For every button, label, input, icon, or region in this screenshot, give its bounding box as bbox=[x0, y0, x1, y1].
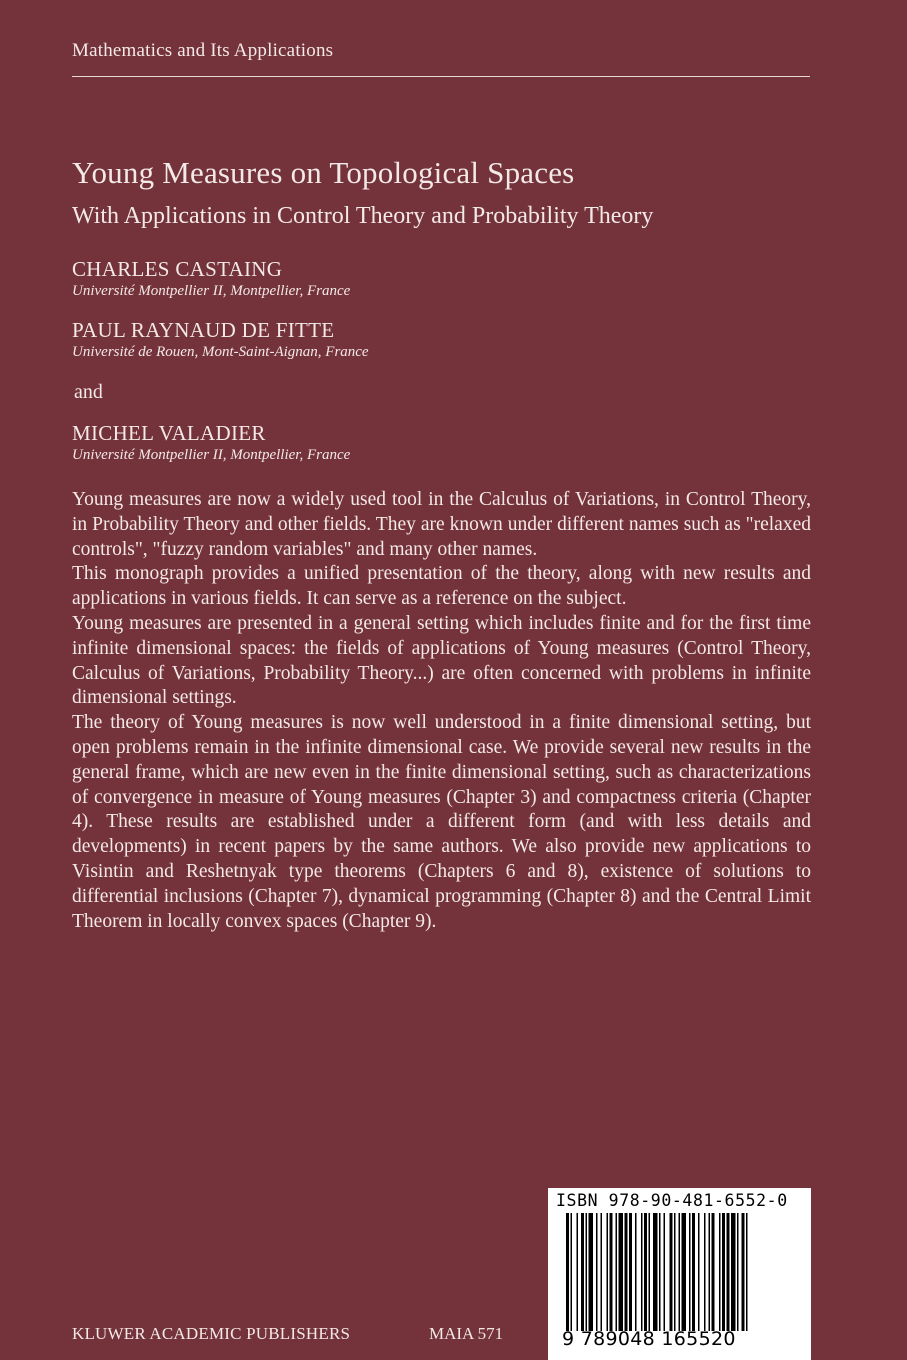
barcode-bar bbox=[731, 1213, 736, 1331]
barcode-bar bbox=[571, 1213, 573, 1331]
barcode-bar bbox=[610, 1213, 613, 1331]
book-subtitle: With Applications in Control Theory and Probability Theory bbox=[72, 203, 654, 229]
barcode-bar bbox=[607, 1213, 609, 1331]
barcode-bar bbox=[635, 1213, 637, 1331]
barcode-bar bbox=[601, 1213, 603, 1331]
barcode-bar bbox=[746, 1213, 748, 1331]
barcode-bar bbox=[692, 1213, 695, 1331]
isbn-label: ISBN 978-90-481-6552-0 bbox=[556, 1191, 788, 1210]
author-name: MICHEL VALADIER bbox=[72, 421, 266, 445]
author-affiliation: Université Montpellier II, Montpellier, France bbox=[72, 447, 351, 463]
barcode-bar bbox=[737, 1213, 739, 1331]
barcode-bar bbox=[616, 1213, 618, 1331]
abstract-paragraph: Young measures are presented in a general setting which includes finite and for the first time infinite dimensional spaces: the fields of applications of Young measures (Control Theory, Calculus of Variations, Probability Theory...) are often concerned with problems in infinite dimensional settings. bbox=[72, 612, 811, 709]
barcode-bar bbox=[659, 1213, 661, 1331]
barcode-bar bbox=[629, 1213, 632, 1331]
barcode-panel bbox=[548, 1188, 811, 1360]
barcode-bar bbox=[727, 1213, 730, 1331]
barcode-digits: 9 789048 165520 bbox=[562, 1328, 736, 1350]
barcode-bar bbox=[649, 1213, 651, 1331]
barcode-bar bbox=[619, 1213, 624, 1331]
barcode-bar bbox=[589, 1213, 594, 1331]
abstract-paragraph: The theory of Young measures is now well understood in a finite dimensional setting, but open problems remain in the infinite dimensional case. We provide several new results in the general frame, which are new even in the finite dimensional setting, such as characterizations of convergence in measure of Young measures (Chapter 3) and compactness criteria (Chapter 4). These results are established under a different form (and with less details and developments) in recent papers by the same authors. We also provide new applications to Visintin and Reshetnyak type theorems (Chapters 6 and 8), existence of solutions to differential inclusions (Chapter 7), dynamical programming (Chapter 8) and the Central Limit Theorem in locally convex spaces (Chapter 9). bbox=[72, 712, 811, 932]
author-name: CHARLES CASTAING bbox=[72, 257, 283, 281]
abstract-paragraph: This monograph provides a unified presentation of the theory, along with new results and applications in various fields. It can serve as a reference on the subject. bbox=[72, 563, 811, 610]
author-name: PAUL RAYNAUD DE FITTE bbox=[72, 318, 335, 342]
barcode-bar bbox=[586, 1213, 588, 1331]
barcode-bar bbox=[664, 1213, 666, 1331]
abstract-paragraph: Young measures are now a widely used tool in the Calculus of Variations, in Control Theory, in Probability Theory and other fields. They are known under different names such as "relaxed controls", "fuzzy random variables" and many other names. bbox=[72, 489, 811, 560]
barcode-bar bbox=[709, 1213, 711, 1331]
barcode-bar bbox=[566, 1213, 569, 1331]
series-name: Mathematics and Its Applications bbox=[72, 40, 334, 61]
barcode-bar bbox=[653, 1213, 658, 1331]
barcode-bar bbox=[719, 1213, 721, 1331]
book-title: Young Measures on Topological Spaces bbox=[72, 155, 575, 190]
series-code: MAIA 571 bbox=[429, 1324, 504, 1343]
barcode-bars bbox=[566, 1213, 796, 1331]
barcode-bar bbox=[644, 1213, 647, 1331]
barcode-bar bbox=[674, 1213, 676, 1331]
barcode-bar bbox=[698, 1213, 700, 1331]
barcode-bar bbox=[641, 1213, 643, 1331]
barcode-bar bbox=[670, 1213, 673, 1331]
barcode-bar bbox=[682, 1213, 687, 1331]
barcode-bar bbox=[712, 1213, 715, 1331]
barcode-bar bbox=[722, 1213, 725, 1331]
barcode-bar bbox=[625, 1213, 628, 1331]
barcode-bar bbox=[679, 1213, 681, 1331]
barcode-bar bbox=[596, 1213, 598, 1331]
barcode-bar bbox=[581, 1213, 584, 1331]
conjunction-and: and bbox=[74, 381, 103, 403]
author-affiliation: Université de Rouen, Mont-Saint-Aignan, France bbox=[72, 344, 369, 360]
barcode-bar bbox=[704, 1213, 706, 1331]
series-rule bbox=[72, 76, 810, 77]
author-affiliation: Université Montpellier II, Montpellier, France bbox=[72, 283, 351, 299]
barcode-bar bbox=[742, 1213, 745, 1331]
abstract bbox=[72, 488, 811, 934]
publisher-name: KLUWER ACADEMIC PUBLISHERS bbox=[72, 1324, 351, 1343]
barcode-bar bbox=[577, 1213, 579, 1331]
barcode-bar bbox=[689, 1213, 691, 1331]
